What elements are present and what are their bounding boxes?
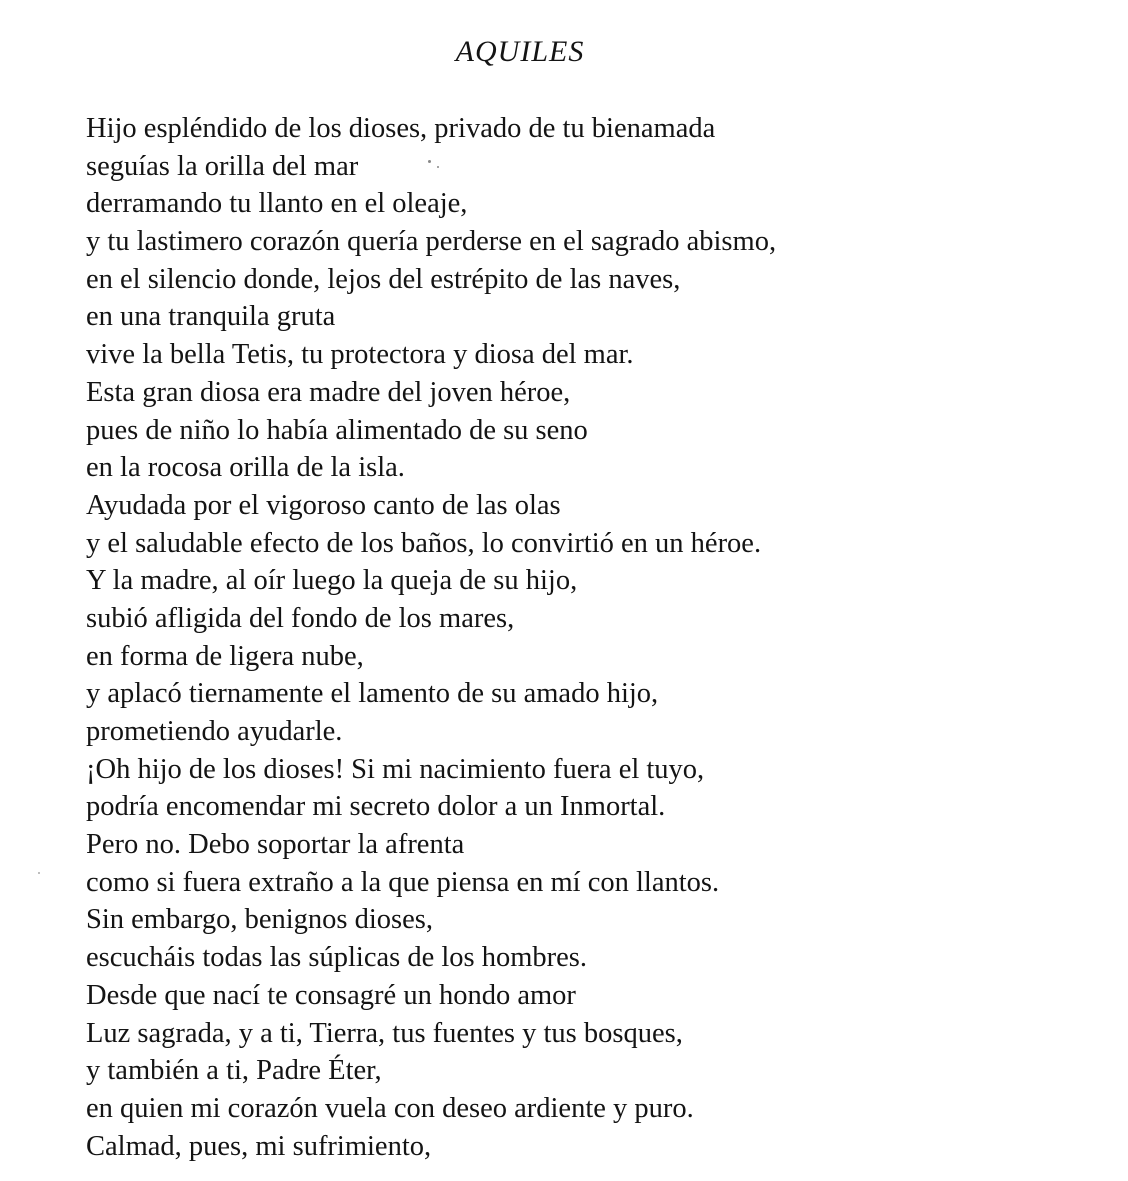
verse-line: Y la madre, al oír luego la queja de su hijo, <box>86 565 578 597</box>
verse-line: Esta gran diosa era madre del joven héroe, <box>86 376 571 408</box>
verse-line: Pero no. Debo soportar la afrenta <box>86 829 465 861</box>
verse-line: ¡Oh hijo de los dioses! Si mi nacimiento fuera el tuyo, <box>86 753 705 785</box>
verse-line: como si fuera extraño a la que piensa en mí con llantos. <box>86 866 720 898</box>
verse-line: derramando tu llanto en el oleaje, <box>86 188 468 220</box>
poem-title: AQUILES <box>455 35 585 68</box>
verse-line: pues de niño lo había alimentado de su seno <box>86 414 588 446</box>
verse-line: podría encomendar mi secreto dolor a un Inmortal. <box>86 791 666 823</box>
verse-line: escucháis todas las súplicas de los hombres. <box>86 942 588 974</box>
print-speck <box>437 166 439 168</box>
print-speck <box>38 872 40 874</box>
verse-line: Luz sagrada, y a ti, Tierra, tus fuentes y tus bosques, <box>86 1017 683 1049</box>
verse-line: Calmad, pues, mi sufrimiento, <box>86 1130 432 1162</box>
verse-line: en la rocosa orilla de la isla. <box>86 452 405 484</box>
verse-line: Sin embargo, benignos dioses, <box>86 904 433 936</box>
verse-line: y también a ti, Padre Éter, <box>86 1055 382 1087</box>
verse-line: prometiendo ayudarle. <box>86 716 343 747</box>
verse-line: en quien mi corazón vuela con deseo ardiente y puro. <box>86 1092 694 1124</box>
verse-line: vive la bella Tetis, tu protectora y diosa del mar. <box>86 339 634 371</box>
verse-line: Desde que nací te consagré un hondo amor <box>86 979 576 1011</box>
verse-line: en el silencio donde, lejos del estrépito de las naves, <box>86 263 681 295</box>
print-speck <box>428 160 431 163</box>
poem-body <box>86 110 1086 1165</box>
verse-line: y el saludable efecto de los baños, lo convirtió en un héroe. <box>86 527 762 559</box>
verse-line: en forma de ligera nube, <box>86 640 364 672</box>
verse-line: seguías la orilla del mar <box>86 150 359 182</box>
verse-line: y tu lastimero corazón quería perderse en el sagrado abismo, <box>86 226 777 258</box>
verse-line: en una tranquila gruta <box>86 301 336 333</box>
verse-line: Ayudada por el vigoroso canto de las olas <box>86 489 561 521</box>
verse-line: Hijo espléndido de los dioses, privado de tu bienamada <box>86 113 716 144</box>
verse-line: y aplacó tiernamente el lamento de su amado hijo, <box>86 678 659 710</box>
verse-line: subió afligida del fondo de los mares, <box>86 602 515 634</box>
